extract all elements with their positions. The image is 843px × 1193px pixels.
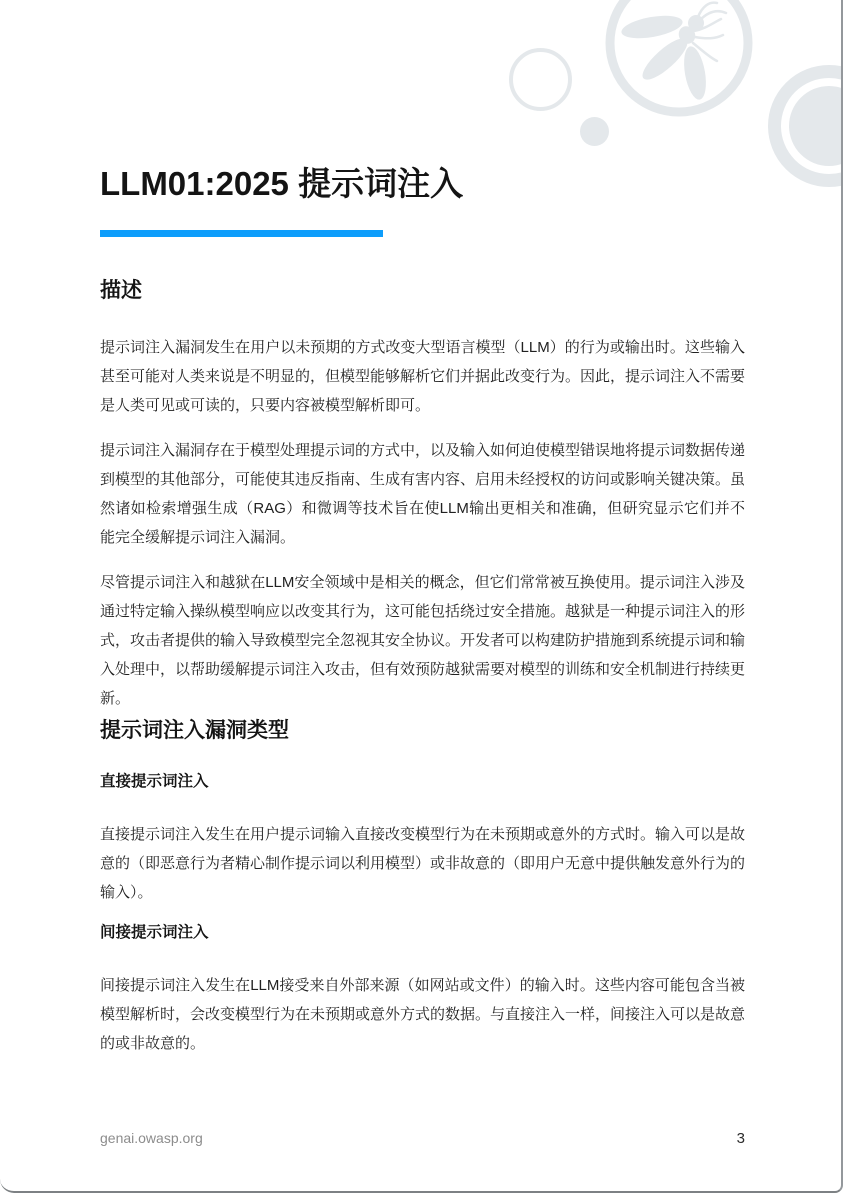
bullseye-ring-decoration bbox=[768, 65, 843, 187]
indirect-injection-paragraph: 间接提示词注入发生在LLM接受来自外部来源（如网站或文件）的输入时。这些内容可能包含当被模型解析时，会改变模型行为在未预期或意外方式的数据。与直接注入一样，间接注入可以是故意的或非故意的。 bbox=[100, 977, 746, 1052]
description-paragraph-1: 提示词注入漏洞发生在用户以未预期的方式改变大型语言模型（LLM）的行为或输出时。这些输入甚至可能对人类来说是不明显的，但模型能够解析它们并据此改变行为。因此，提示词注入不需要是人类可见或可读的，只要内容被模型解析即可。 bbox=[100, 339, 746, 414]
bullseye-core-decoration bbox=[789, 86, 843, 166]
subsection-heading-direct: 直接提示词注入 bbox=[100, 773, 209, 790]
description-paragraph-3: 尽管提示词注入和越狱在LLM安全领域中是相关的概念，但它们常常被互换使用。提示词注入涉及通过特定输入操纵模型响应以改变其行为，这可能包括绕过安全措施。越狱是一种提示词注入的形式，攻击者提供的输入导致模型完全忽视其安全协议。开发者可以构建防护措施到系统提示词和输入处理中，以帮助缓解提示词注入攻击，但有效预防越狱需要对模型的训练和安全机制进行持续更新。 bbox=[100, 574, 746, 707]
section-heading-description: 描述 bbox=[100, 279, 142, 302]
document-content bbox=[100, 0, 745, 1058]
page-number: 3 bbox=[736, 1130, 745, 1147]
title-underline bbox=[100, 230, 383, 237]
subsection-heading-indirect: 间接提示词注入 bbox=[100, 924, 209, 941]
direct-injection-paragraph: 直接提示词注入发生在用户提示词输入直接改变模型行为在未预期或意外的方式时。输入可以是故意的（即恶意行为者精心制作提示词以利用模型）或非故意的（即用户无意中提供触发意外行为的输入）。 bbox=[100, 826, 746, 901]
description-paragraph-2: 提示词注入漏洞存在于模型处理提示词的方式中，以及输入如何迫使模型错误地将提示词数据传递到模型的其他部分，可能使其违反指南、生成有害内容、启用未经授权的访问或影响关键决策。虽然诸如检索增强生成（RAG）和微调等技术旨在使LLM输出更相关和准确，但研究显示它们并不能完全缓解提示词注入漏洞。 bbox=[100, 442, 746, 546]
section-heading-types: 提示词注入漏洞类型 bbox=[100, 719, 289, 742]
footer-site-link[interactable]: genai.owasp.org bbox=[100, 1130, 203, 1146]
page-title: LLM01:2025 提示词注入 bbox=[100, 165, 464, 202]
page-footer bbox=[100, 1130, 745, 1147]
